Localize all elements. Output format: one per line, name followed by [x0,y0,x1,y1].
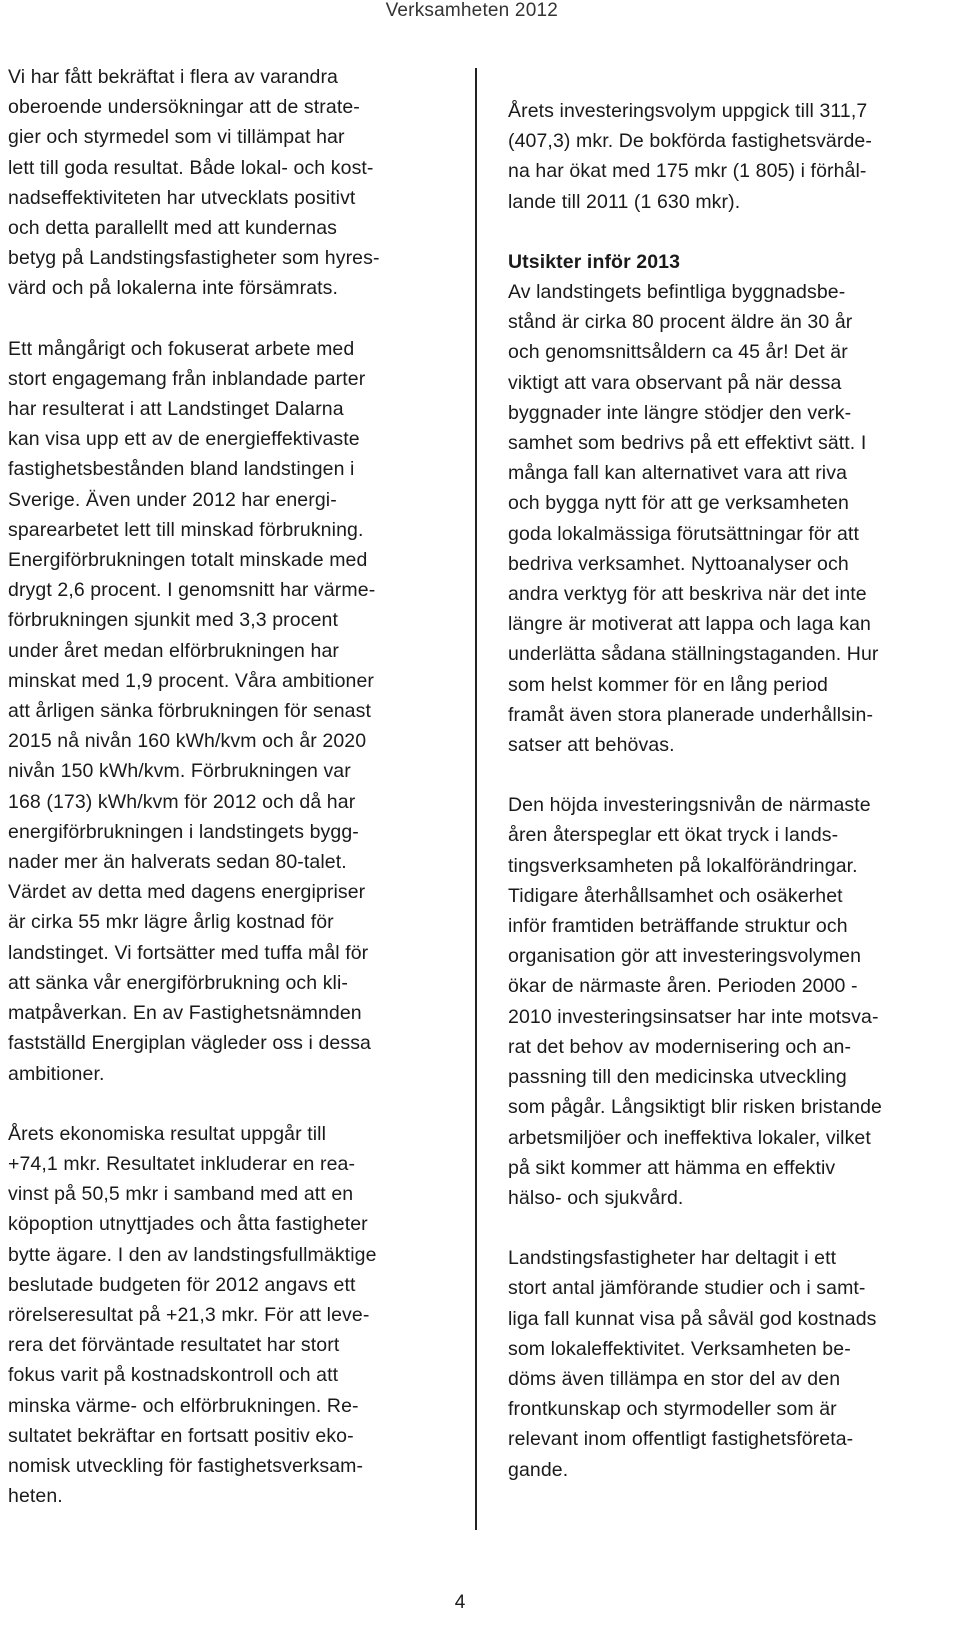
paragraph: Den höjda investeringsnivån de närmaste åren återspeglar ett ökat tryck i lands- tingsverksamheten på lokalförändringar. Tidigare återhållsamhet och osäkerhet inför framtiden beträffande struktur och organisation gör att investeringsvolymen ökar de närmaste åren. Perioden 2000 - 2010 investeringsinsatser har inte motsva- rat det behov av modernisering och an- passning till den medicinska utveckling som pågår. Långsiktigt blir risken bristande arbetsmiljöer och ineffektiva lokaler, vilket på sikt kommer att hämma en effektiv hälso- och sjukvård. [508,794,883,1209]
paragraph: Årets ekonomiska resultat uppgår till +74,1 mkr. Resultatet inkluderar en rea- vinst på 50,5 mkr i samband med att en köpoption utnyttjades och åtta fastigheter bytte ägare. I den av landstingsfullmäktige beslutade budgeten för 2012 angavs ett rörelseresultat på +21,3 mkr. För att leve- rera det förväntade resultatet har stort fokus varit på kostnadskontroll och att minska värme- och elförbrukningen. Re- sultatet bekräftar en fortsatt positiv eko- nomisk utveckling för fastighetsverksam- heten. [8,1122,377,1508]
paragraph: Vi har fått bekräftat i flera av varandra oberoende undersökningar att de strate- gier och styrmedel som vi tillämpat har lett till goda resultat. Både lokal- och kost- nadseffektiviteten har utvecklats positivt och detta parallellt med att kundernas betyg på Landstingsfastigheter som hyres- värd och på lokalerna inte försämrats. [8,66,380,300]
left-column [8,62,448,1541]
paragraph: Ett mångårigt och fokuserat arbete med stort engagemang från inblandade parter har resulterat i att Landstinget Dalarna kan visa upp ett av de energieffektivaste fastighetsbestånden bland landstingen i Sverige. Även under 2012 har energi- sparearbetet lett till minskad förbrukning. Energiförbrukningen totalt minskade med drygt 2,6 procent. I genomsnitt har värme- förbrukningen sjunkit med 3,3 procent under året medan elförbrukningen har minskat med 1,9 procent. Våra ambitioner att årligen sänka förbrukningen för senast 2015 nå nivån 160 kWh/kvm och år 2020 nivån 150 kWh/kvm. Förbrukningen var 168 (173) kWh/kvm för 2012 och då har energiförbrukningen i landstingets bygg- nader mer än halverats sedan 80-talet. Värdet av detta med dagens energipriser är cirka 55 mkr lägre årlig kostnad för landstinget. Vi fortsätter med tuffa mål för att sänka vår energiförbrukning och kli- matpåverkan. En av Fastighetsnämnden fastställd Energiplan vägleder oss i dessa ambitioner. [8,337,376,1085]
running-header: Verksamheten 2012 [385,0,558,21]
paragraph: Av landstingets befintliga byggnadsbe- stånd är cirka 80 procent äldre än 30 år och genomsnittsåldern ca 45 år! Det är viktigt att vara observant på när dessa byggnader inte längre stödjer den verk- samhet som bedrivs på ett effektivt sätt. I många fall kan alternativet vara att riva och bygga nytt för att ge verksamheten goda lokalmässiga förutsättningar för att bedriva verksamhet. Nyttoanalyser och andra verktyg för att beskriva när det inte längre är motiverat att lappa och laga kan underlätta sådana ställningstaganden. Hur som helst kommer för en lång period framåt även stora planerade underhållsin- satser att behövas. [508,281,879,757]
right-column [508,96,940,1515]
page-number: 4 [454,1592,466,1613]
paragraph: Landstingsfastigheter har deltagit i ett stort antal jämförande studier och i samt- liga fall kunnat visa på såväl god kostnads som lokaleffektivitet. Verksamheten be- döms även tillämpa en stor del av den frontkunskap och styrmodeller som är relevant inom offentligt fastighetsföreta- gande. [508,1247,877,1481]
section-heading: Utsikter inför 2013 [508,250,681,273]
paragraph: Årets investeringsvolym uppgick till 311,7 (407,3) mkr. De bokförda fastighetsvärde- na har ökat med 175 mkr (1 805) i förhål- lande till 2011 (1 630 mkr). [508,100,872,213]
column-divider [475,68,477,1530]
